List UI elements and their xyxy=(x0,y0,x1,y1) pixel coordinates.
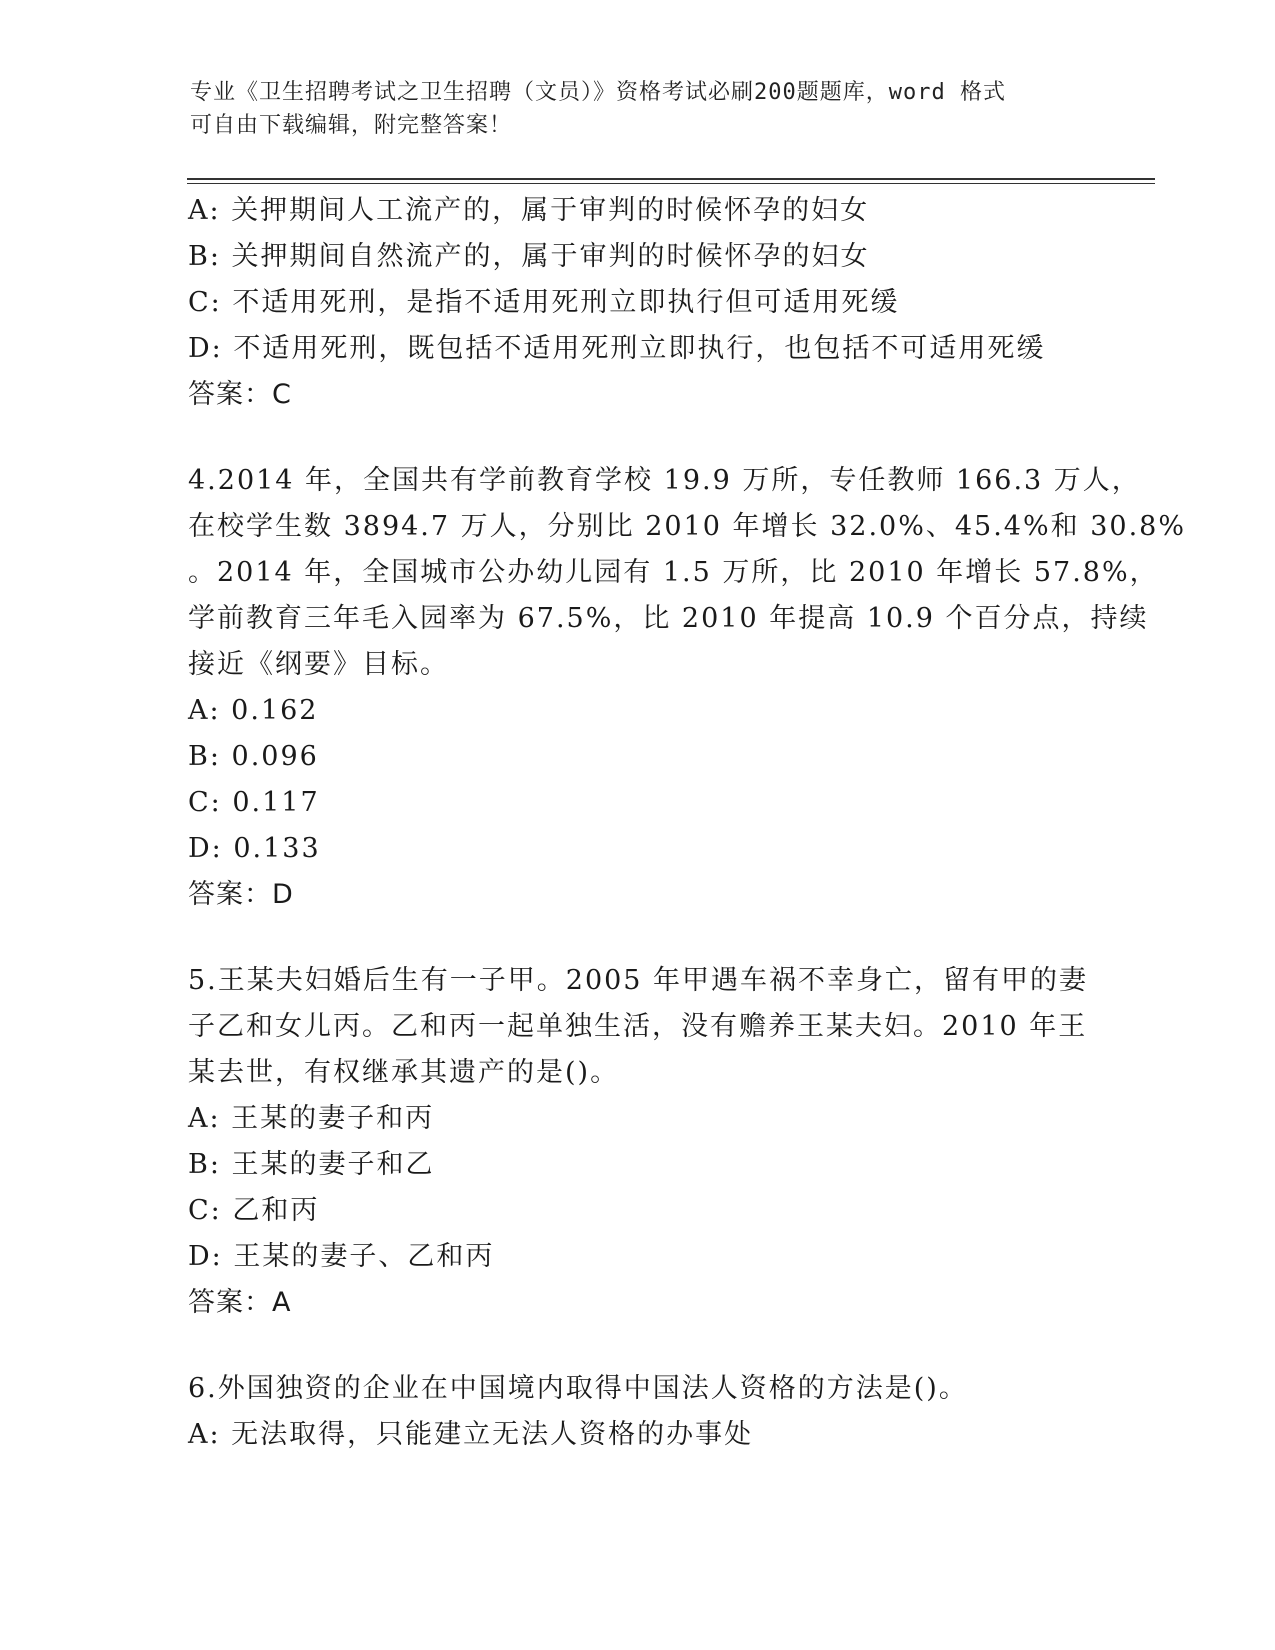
option-a: A: 0.162 xyxy=(188,695,319,726)
option-c: C: 不适用死刑，是指不适用死刑立即执行但可适用死缓 xyxy=(188,287,900,318)
question-list xyxy=(188,188,1186,1458)
question-stem-line: 接近《纲要》目标。 xyxy=(188,649,449,680)
option-a: A: 关押期间人工流产的，属于审判的时候怀孕的妇女 xyxy=(188,195,870,226)
option-b: B: 关押期间自然流产的，属于审判的时候怀孕的妇女 xyxy=(188,241,870,272)
option-b: B: 0.096 xyxy=(188,741,319,772)
option-d: D: 王某的妻子、乙和丙 xyxy=(188,1241,495,1272)
option-c: C: 0.117 xyxy=(188,787,320,818)
question-5 xyxy=(188,958,1088,1326)
question-6 xyxy=(188,1366,1088,1458)
answer: 答案：A xyxy=(188,1287,292,1318)
option-c: C: 乙和丙 xyxy=(188,1195,320,1226)
question-stem-line: 4.2014 年，全国共有学前教育学校 19.9 万所，专任教师 166.3 万人， xyxy=(188,465,1141,496)
option-a: A: 王某的妻子和丙 xyxy=(188,1103,435,1134)
header-line-2: 可自由下载编辑，附完整答案！ xyxy=(190,113,513,138)
answer: 答案：D xyxy=(188,879,294,910)
option-a: A: 无法取得，只能建立无法人资格的办事处 xyxy=(188,1419,754,1450)
question-stem-line: 6.外国独资的企业在中国境内取得中国法人资格的方法是()。 xyxy=(188,1373,968,1404)
document-header xyxy=(190,76,1070,142)
question-3 xyxy=(188,188,1088,418)
option-d: D: 不适用死刑，既包括不适用死刑立即执行，也包括不可适用死缓 xyxy=(188,333,1046,364)
question-stem-line: 在校学生数 3894.7 万人，分别比 2010 年增长 32.0%、45.4%和 30.8% xyxy=(188,511,1186,542)
question-stem-line: 。2014 年，全国城市公办幼儿园有 1.5 万所，比 2010 年增长 57.8%， xyxy=(188,557,1159,588)
answer: 答案：C xyxy=(188,379,292,410)
question-4 xyxy=(188,458,1186,918)
question-stem-line: 子乙和女儿丙。乙和丙一起单独生活，没有赡养王某夫妇。2010 年王 xyxy=(188,1011,1088,1042)
question-stem-line: 某去世，有权继承其遗产的是()。 xyxy=(188,1057,620,1088)
header-line-1: 专业《卫生招聘考试之卫生招聘（文员）》资格考试必刷200题题库，word 格式 xyxy=(190,80,1006,105)
option-b: B: 王某的妻子和乙 xyxy=(188,1149,435,1180)
header-divider xyxy=(187,178,1155,184)
option-d: D: 0.133 xyxy=(188,833,321,864)
question-stem-line: 学前教育三年毛入园率为 67.5%，比 2010 年提高 10.9 个百分点，持续 xyxy=(188,603,1149,634)
question-stem-line: 5.王某夫妇婚后生有一子甲。2005 年甲遇车祸不幸身亡，留有甲的妻 xyxy=(188,965,1089,996)
